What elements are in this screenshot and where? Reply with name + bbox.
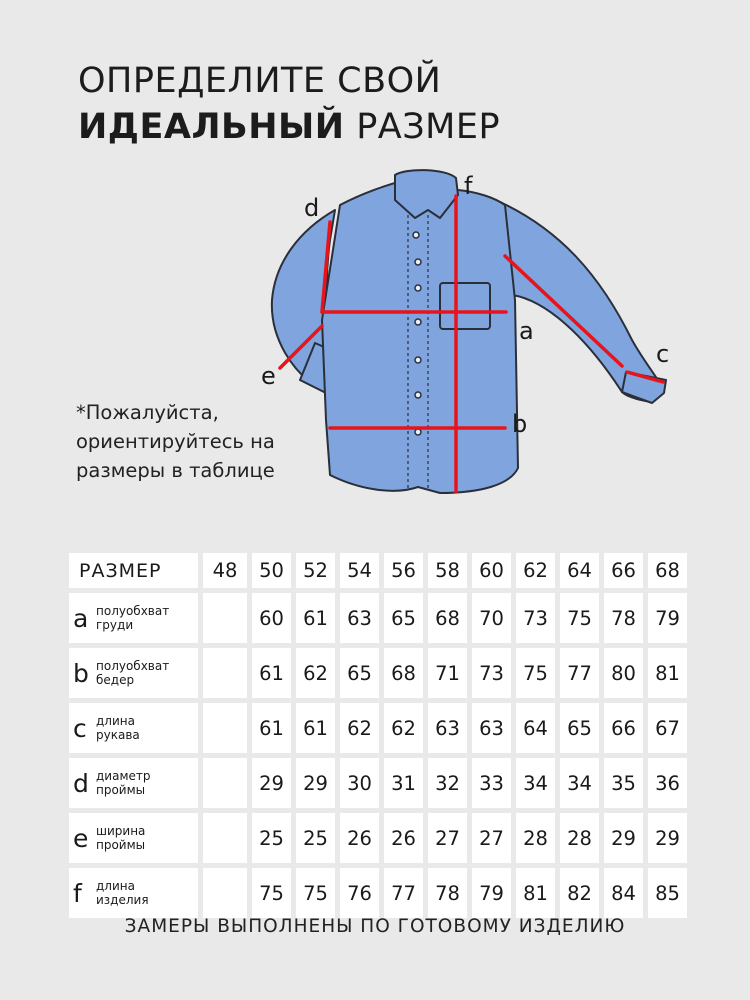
table-cell: 73 — [472, 648, 511, 698]
table-cell — [203, 648, 247, 698]
table-cell: 31 — [384, 758, 423, 808]
table-cell: 65 — [340, 648, 379, 698]
table-cell: 28 — [560, 813, 599, 863]
row-label — [69, 758, 198, 808]
size-header-cell: 66 — [604, 553, 643, 588]
row-description: ширина проймы — [96, 824, 146, 852]
size-header-cell: 68 — [648, 553, 687, 588]
table-row — [69, 648, 687, 698]
row-label — [69, 593, 198, 643]
label-d: d — [304, 194, 320, 222]
table-row — [69, 868, 687, 918]
label-e: e — [261, 362, 276, 390]
table-cell: 30 — [340, 758, 379, 808]
table-cell: 61 — [296, 703, 335, 753]
table-cell: 63 — [472, 703, 511, 753]
row-description: длина рукава — [96, 714, 140, 742]
table-cell: 28 — [516, 813, 555, 863]
row-label — [69, 703, 198, 753]
row-letter: f — [73, 878, 82, 908]
footer-note: ЗАМЕРЫ ВЫПОЛНЕНЫ ПО ГОТОВОМУ ИЗДЕЛИЮ — [124, 916, 626, 937]
table-cell: 63 — [428, 703, 467, 753]
table-cell — [203, 868, 247, 918]
table-cell: 63 — [340, 593, 379, 643]
table-cell: 25 — [296, 813, 335, 863]
shirt-body — [322, 182, 518, 493]
size-table — [64, 548, 692, 923]
table-row — [69, 813, 687, 863]
shirt-illustration — [272, 170, 666, 493]
row-description: длина изделия — [96, 879, 149, 907]
label-f: f — [464, 172, 473, 200]
size-header-cell: 58 — [428, 553, 467, 588]
table-cell: 78 — [428, 868, 467, 918]
table-cell: 64 — [516, 703, 555, 753]
table-cell: 25 — [252, 813, 291, 863]
row-letter: a — [73, 603, 89, 633]
table-cell: 82 — [560, 868, 599, 918]
table-cell: 26 — [384, 813, 423, 863]
table-cell: 62 — [340, 703, 379, 753]
row-letter: c — [73, 713, 87, 743]
size-header-cell: 64 — [560, 553, 599, 588]
row-label — [69, 648, 198, 698]
title-light: РАЗМЕР — [344, 107, 501, 147]
size-note: *Пожалуйста, ориентируйтесь на размеры в таблице — [76, 401, 275, 482]
label-b: b — [512, 410, 528, 438]
table-cell: 65 — [384, 593, 423, 643]
table-cell: 79 — [472, 868, 511, 918]
table-cell: 76 — [340, 868, 379, 918]
table-row — [69, 593, 687, 643]
table-cell: 62 — [296, 648, 335, 698]
row-description: полуобхват груди — [96, 604, 170, 632]
table-cell: 75 — [560, 593, 599, 643]
table-cell: 27 — [428, 813, 467, 863]
table-cell: 81 — [516, 868, 555, 918]
table-cell: 35 — [604, 758, 643, 808]
table-cell: 34 — [560, 758, 599, 808]
table-cell: 73 — [516, 593, 555, 643]
table-cell: 61 — [252, 648, 291, 698]
table-cell — [203, 703, 247, 753]
table-row — [69, 703, 687, 753]
table-cell: 67 — [648, 703, 687, 753]
title-bold: ИДЕАЛЬНЫЙ — [78, 107, 345, 147]
label-a: a — [519, 317, 534, 345]
table-cell: 70 — [472, 593, 511, 643]
table-cell: 65 — [560, 703, 599, 753]
table-cell: 79 — [648, 593, 687, 643]
table-cell: 75 — [252, 868, 291, 918]
table-cell: 36 — [648, 758, 687, 808]
row-description: диаметр проймы — [96, 769, 151, 797]
table-cell: 77 — [384, 868, 423, 918]
size-header-cell: 56 — [384, 553, 423, 588]
table-cell: 75 — [516, 648, 555, 698]
table-cell: 34 — [516, 758, 555, 808]
size-header-row — [69, 553, 687, 588]
table-cell: 77 — [560, 648, 599, 698]
row-description: полуобхват бедер — [96, 659, 170, 687]
table-cell: 32 — [428, 758, 467, 808]
size-header-cell: 48 — [203, 553, 247, 588]
size-header-cell: 62 — [516, 553, 555, 588]
table-cell — [203, 758, 247, 808]
table-cell: 29 — [296, 758, 335, 808]
shirt-pocket — [440, 283, 490, 329]
size-header-label: РАЗМЕР — [69, 553, 198, 588]
title-line-1: ОПРЕДЕЛИТЕ СВОЙ — [78, 61, 442, 101]
table-cell: 33 — [472, 758, 511, 808]
row-label — [69, 813, 198, 863]
table-cell: 80 — [604, 648, 643, 698]
size-header-cell: 50 — [252, 553, 291, 588]
table-cell: 81 — [648, 648, 687, 698]
row-letter: e — [73, 823, 89, 853]
row-letter: b — [73, 658, 89, 688]
table-cell: 61 — [252, 703, 291, 753]
table-cell: 85 — [648, 868, 687, 918]
table-row — [69, 758, 687, 808]
table-cell: 71 — [428, 648, 467, 698]
table-cell: 27 — [472, 813, 511, 863]
table-cell: 29 — [648, 813, 687, 863]
size-header-cell: 54 — [340, 553, 379, 588]
size-header-cell: 52 — [296, 553, 335, 588]
table-cell: 62 — [384, 703, 423, 753]
table-cell: 61 — [296, 593, 335, 643]
table-cell: 66 — [604, 703, 643, 753]
table-cell: 78 — [604, 593, 643, 643]
table-cell — [203, 813, 247, 863]
label-c: c — [656, 340, 670, 368]
table-cell — [203, 593, 247, 643]
table-cell: 29 — [604, 813, 643, 863]
table-cell: 60 — [252, 593, 291, 643]
table-cell: 26 — [340, 813, 379, 863]
table-cell: 68 — [428, 593, 467, 643]
table-cell: 29 — [252, 758, 291, 808]
right-sleeve — [500, 202, 664, 402]
table-cell: 75 — [296, 868, 335, 918]
row-label — [69, 868, 198, 918]
table-cell: 84 — [604, 868, 643, 918]
table-cell: 68 — [384, 648, 423, 698]
row-letter: d — [73, 768, 89, 798]
size-header-cell: 60 — [472, 553, 511, 588]
